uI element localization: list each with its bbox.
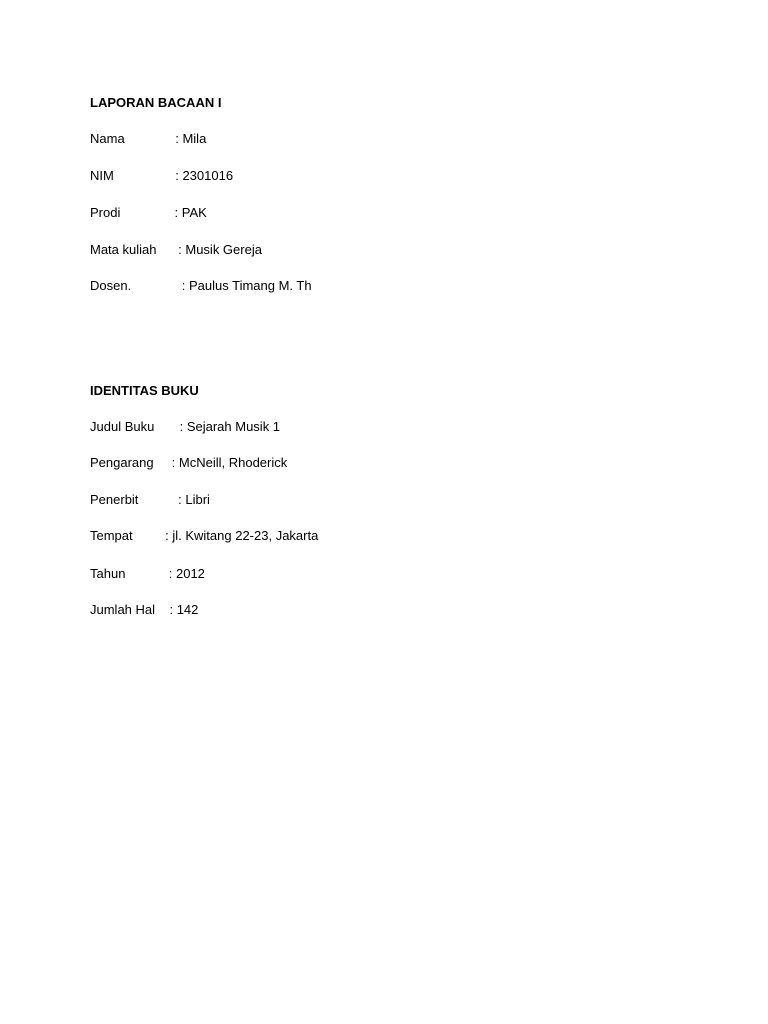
field-pengarang: Pengarang : McNeill, Rhoderick — [90, 455, 288, 470]
field-tempat: Tempat : jl. Kwitang 22-23, Jakarta — [90, 528, 319, 543]
field-nim: NIM : 2301016 — [90, 168, 234, 183]
book-identity-heading: IDENTITAS BUKU — [90, 383, 199, 398]
report-heading: LAPORAN BACAAN I — [90, 95, 222, 110]
field-judul-buku: Judul Buku : Sejarah Musik 1 — [90, 419, 281, 434]
field-jumlah-hal: Jumlah Hal : 142 — [90, 602, 199, 617]
field-tahun: Tahun : 2012 — [90, 566, 205, 581]
field-prodi: Prodi : PAK — [90, 205, 207, 220]
field-penerbit: Penerbit : Libri — [90, 492, 210, 507]
field-dosen: Dosen. : Paulus Timang M. Th — [90, 278, 312, 293]
field-mata-kuliah: Mata kuliah : Musik Gereja — [90, 242, 262, 257]
field-nama: Nama : Mila — [90, 131, 207, 146]
